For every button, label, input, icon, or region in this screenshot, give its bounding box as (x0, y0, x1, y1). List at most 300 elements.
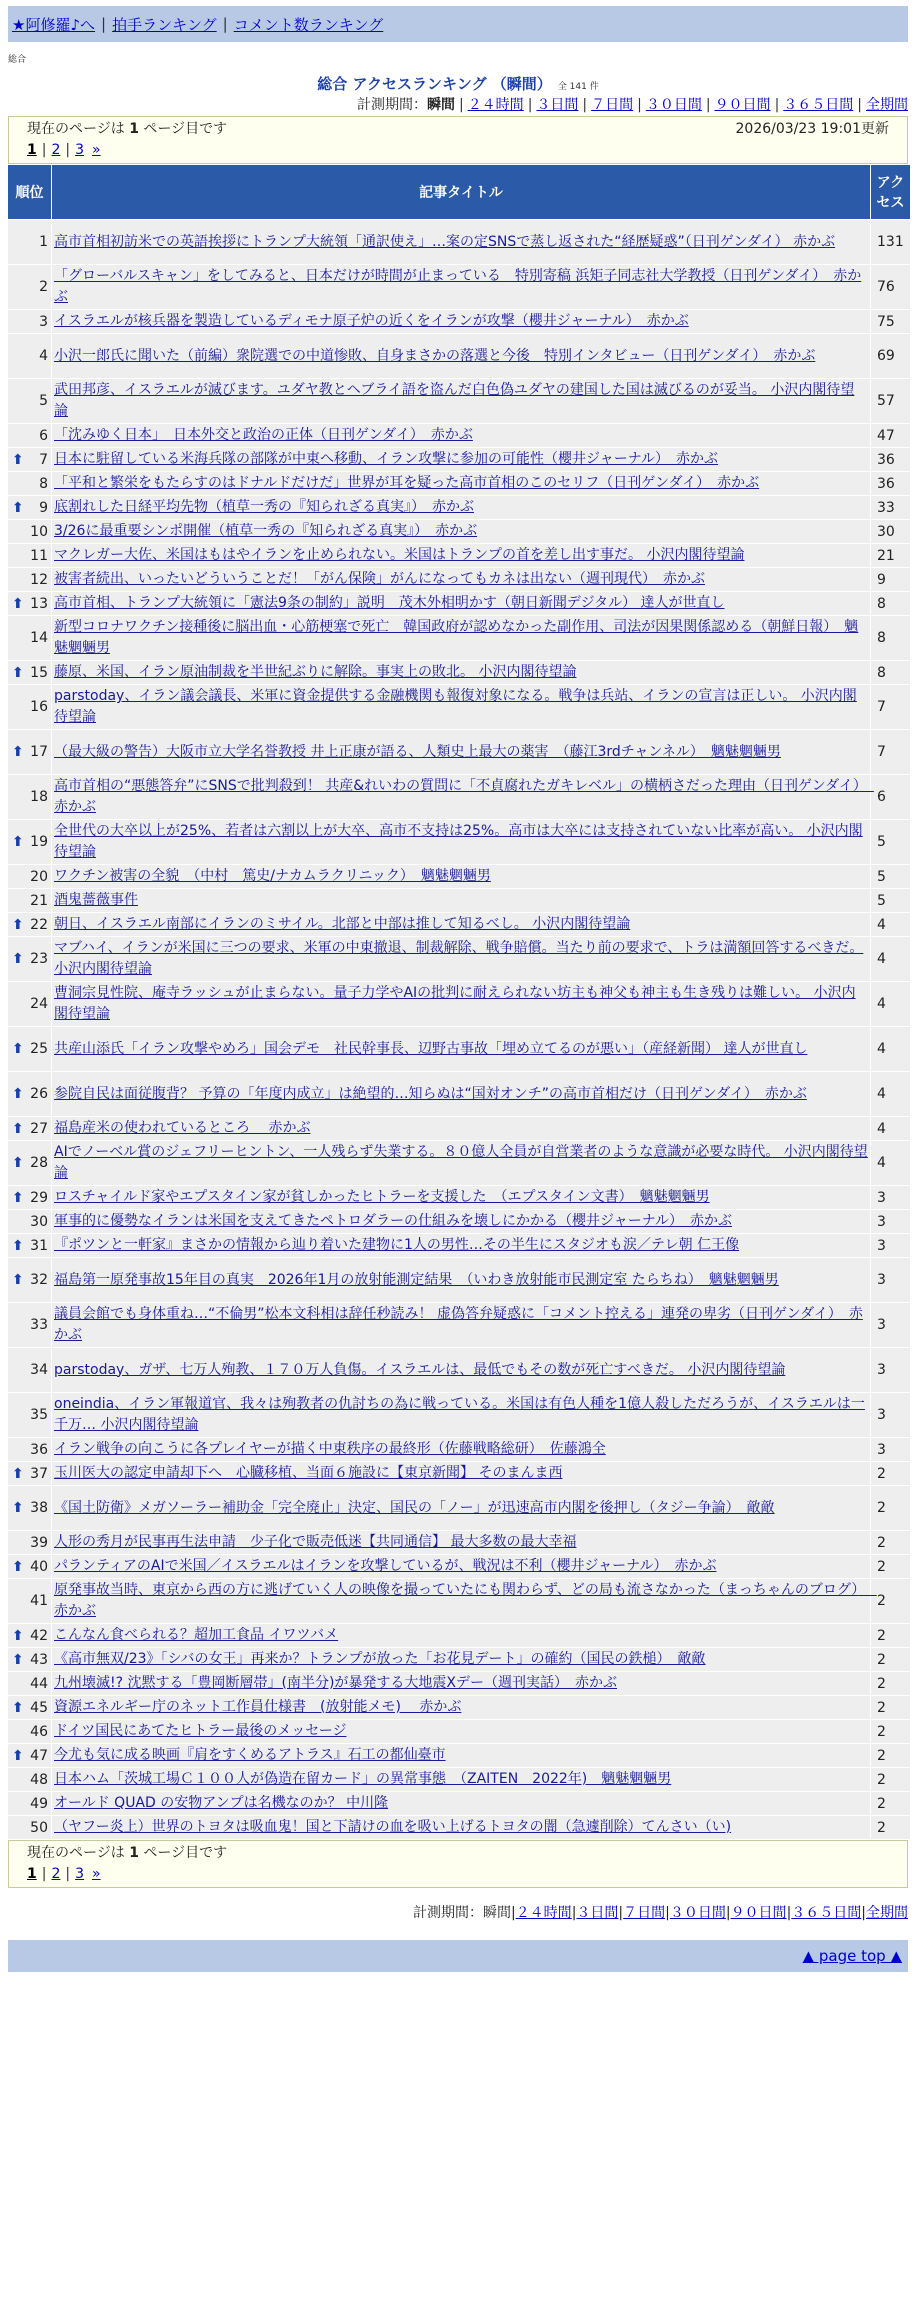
article-link[interactable]: 新型コロナワクチン接種後に脳出血・心筋梗塞で死亡 韓国政府が認めなかった副作用、司法が因果関係認める（朝鮮日報） 魑魅魍魎男 (54, 619, 859, 656)
rank-cell (8, 775, 51, 819)
access-count: 8 (871, 661, 910, 684)
rank-cell (8, 820, 51, 864)
title-cell (52, 1348, 870, 1392)
rank-number: 16 (30, 699, 48, 715)
title-cell (52, 265, 870, 309)
rank-cell (8, 889, 51, 912)
rank-cell (8, 1744, 51, 1767)
access-count: 3 (871, 1438, 910, 1461)
table-row (8, 265, 910, 309)
table-row (8, 1792, 910, 1815)
rank-cell (8, 334, 51, 378)
rank-number: 31 (30, 1237, 48, 1254)
rank-cell (8, 1234, 51, 1257)
title-cell (52, 1210, 870, 1233)
article-link[interactable]: 3/26に最重要シンポ開催（植草一秀の『知られざる真実』） 赤かぶ (54, 523, 478, 539)
access-count: 2 (871, 1768, 910, 1791)
article-link[interactable]: 藤原、米国、イラン原油制裁を半世紀ぶりに解除。事実上の敗北。 小沢内閣待望論 (54, 664, 577, 680)
access-count: 36 (871, 448, 910, 471)
period-link[interactable]: ３日間 (536, 97, 579, 113)
up-arrow-icon: ⬆ (12, 1465, 24, 1482)
access-count: 75 (871, 310, 910, 333)
rank-number: 40 (30, 1558, 48, 1575)
rank-cell (8, 1792, 51, 1815)
rank-number: 27 (30, 1120, 48, 1137)
category-label: 総合 (8, 55, 27, 65)
table-row (8, 1027, 910, 1071)
period-link[interactable]: ９０日間 (730, 1905, 787, 1921)
article-link[interactable]: ロスチャイルド家やエプスタイン家が貧しかったヒトラーを支援した （エプスタイン文書） 魑魅魍魎男 (54, 1189, 710, 1205)
up-arrow-icon: ⬆ (12, 1500, 24, 1516)
access-count: 5 (871, 820, 910, 864)
article-link[interactable]: oneindia、イラン軍報道官、我々は殉教者の仇討ちの為に戦っている。米国は有色人種を1億人殺しただろうが、イスラエルは一千万… 小沢内閣待望論 (54, 1396, 865, 1433)
period-separator: | (786, 1905, 792, 1921)
access-count: 47 (871, 424, 910, 447)
rank-cell (8, 685, 51, 729)
rank-number: 26 (30, 1086, 48, 1102)
rank-cell (8, 1672, 51, 1695)
rank-number: 20 (30, 868, 48, 885)
title-cell (52, 220, 870, 264)
access-count: 36 (871, 472, 910, 495)
rank-number: 45 (30, 1699, 48, 1716)
rank-number: 8 (39, 475, 48, 492)
article-link[interactable]: 高市首相、トランプ大統領に「憲法9条の制約」説明 茂木外相明かす（朝日新聞デジタル） 達人が世直し (54, 595, 725, 611)
period-separator: | (527, 97, 533, 113)
article-link[interactable]: 資源エネルギー庁のネット工作員仕様書 (放射能メモ) 赤かぶ (54, 1699, 462, 1715)
period-link[interactable]: ２４時間 (515, 1905, 572, 1921)
page-title-row (0, 74, 916, 94)
article-link[interactable]: 被害者続出、いったいどういうことだ！「がん保険」がんになってもカネは出ない（週刊現代） 赤かぶ (54, 571, 705, 587)
table-row (8, 1141, 910, 1185)
table-row (8, 220, 910, 264)
table-row (8, 1531, 910, 1554)
period-separator: | (582, 97, 588, 113)
rank-number: 49 (30, 1795, 48, 1812)
article-link[interactable]: 武田邦彦、イスラエルが滅びます。ユダヤ教とヘブライ語を盗んだ白色偽ユダヤの建国した国は滅びるのが妥当。 小沢内閣待望論 (54, 382, 855, 419)
article-link[interactable]: 《高市無双/23》「シバの女王」再来か？トランプが放った「お花見デート」の確約（国民の鉄槌） 敵敵 (54, 1651, 706, 1667)
access-count: 2 (871, 1696, 910, 1719)
access-count: 2 (871, 1720, 910, 1743)
clap-ranking-link[interactable]: 拍手ランキング (112, 15, 217, 34)
table-row (8, 937, 910, 981)
article-link[interactable]: 福島第一原発事故15年目の真実 2026年1月の放射能測定結果 （いわき放射能市民測定室 たらちね） 魑魅魍魎男 (54, 1271, 779, 1288)
article-link[interactable]: 全世代の大卒以上が25%、若者は六割以上が大卒、高市不支持は25%。高市は大卒には支持されていない比率が高い。 小沢内閣待望論 (54, 823, 863, 860)
article-link[interactable]: マブハイ、イランが米国に三つの要求、米軍の中東撤退、制裁解除、戦争賠償。当たり前の要求で、トラは満額回答するべきだ。 小沢内閣待望論 (54, 940, 864, 977)
title-cell (52, 685, 870, 729)
table-row (8, 1696, 910, 1719)
title-cell (52, 568, 870, 591)
article-link[interactable]: 日本ハム「茨城工場Ｃ１００人が偽造在留カード」の異常事態 （ZAITEN 2022年) 魑魅魍魎男 (54, 1771, 672, 1787)
article-link[interactable]: ワクチン被害の全貌 （中村 篤史/ナカムラクリニック） 魑魅魍魎男 (54, 868, 491, 884)
period-link[interactable]: ３６５日間 (791, 1905, 862, 1921)
pager-next-link[interactable]: » (92, 142, 101, 158)
table-row (8, 1186, 910, 1209)
up-arrow-icon: ⬆ (12, 916, 24, 933)
up-arrow-icon: ⬆ (12, 1155, 24, 1171)
article-link[interactable]: 朝日、イスラエル南部にイランのミサイル。北部と中部は推して知るべし。 小沢内閣待望論 (54, 916, 631, 932)
period-link[interactable]: 全期間 (866, 97, 908, 113)
table-row (8, 496, 910, 519)
rank-cell (8, 496, 51, 519)
period-separator: | (618, 1905, 624, 1921)
article-link[interactable]: （ヤフー炎上）世界のトヨタは吸血鬼！国と下請けの血を吸い上げるトヨタの闇（急遽削除）てんさい（い) (54, 1819, 732, 1835)
access-count: 3 (871, 1186, 910, 1209)
rank-number: 17 (30, 744, 48, 760)
pager-separator: | (65, 1866, 71, 1882)
period-link[interactable]: ３日間 (576, 1905, 619, 1921)
updated-timestamp: 2026/03/23 19:01更新 (735, 121, 889, 137)
up-arrow-icon: ⬆ (12, 1041, 24, 1057)
period-link[interactable]: ２４時間 (467, 97, 524, 113)
rank-cell (8, 220, 51, 264)
article-link[interactable]: 日本に駐留している米海兵隊の部隊が中東へ移動、イラン攻撃に参加の可能性（櫻井ジャーナル） 赤かぶ (54, 451, 719, 467)
pager-next-link[interactable]: » (92, 1866, 101, 1882)
article-link[interactable]: 議員会館でも身体重ね…“不倫男”松本文科相は辞任秒読み！ 虚偽答弁疑惑に「コメント控える」連発の卑劣（日刊ゲンダイ） 赤かぶ (54, 1306, 863, 1343)
title-cell (52, 1531, 870, 1554)
article-link[interactable]: 「平和と繁栄をもたらすのはドナルドだけだ」世界が耳を疑った高市首相のこのセリフ（日刊ゲンダイ） 赤かぶ (54, 475, 760, 491)
title-cell (52, 820, 870, 864)
up-arrow-icon: ⬆ (12, 1272, 24, 1288)
article-link[interactable]: 今尤も気に成る映画『肩をすくめるアトラス』石工の都仙臺市 (54, 1747, 446, 1763)
rank-cell (8, 661, 51, 684)
period-link[interactable]: ３０日間 (669, 1905, 726, 1921)
period-separator: | (571, 1905, 577, 1921)
page-info-box-top (8, 116, 908, 164)
access-count: 2 (871, 1555, 910, 1578)
rank-number: 44 (30, 1675, 48, 1692)
table-row (8, 889, 910, 912)
rank-number: 10 (30, 523, 48, 540)
rank-cell (8, 1816, 51, 1839)
rank-cell (8, 379, 51, 423)
rank-cell (8, 1462, 51, 1485)
title-cell (52, 1768, 870, 1791)
period-current: 瞬間 (426, 97, 455, 113)
title-cell (52, 661, 870, 684)
access-count: 2 (871, 1744, 910, 1767)
table-row (8, 1648, 910, 1671)
table-row (8, 1462, 910, 1485)
period-link[interactable]: ３０日間 (645, 97, 702, 113)
title-cell (52, 1072, 870, 1116)
rank-cell (8, 1579, 51, 1623)
rank-number: 37 (30, 1465, 48, 1482)
title-cell (52, 592, 870, 615)
comment-ranking-link[interactable]: コメント数ランキング (233, 15, 384, 34)
title-cell (52, 334, 870, 378)
rank-cell (8, 1258, 51, 1302)
access-count: 2 (871, 1648, 910, 1671)
rank-number: 2 (39, 279, 48, 295)
rank-number: 25 (30, 1041, 48, 1057)
title-cell (52, 1234, 870, 1257)
access-count: 8 (871, 592, 910, 615)
article-link[interactable]: 小沢一郎氏に聞いた（前編）衆院選での中道惨敗、自身まさかの落選と今後 特別インタビュー（日刊ゲンダイ） 赤かぶ (54, 347, 816, 364)
access-count: 8 (871, 616, 910, 660)
article-link[interactable]: イラン戦争の向こうに各プレイヤーが描く中東秩序の最終形（佐藤戦略総研） 佐藤鴻全 (54, 1441, 606, 1457)
page-top-link[interactable]: ▲ page top ▲ (802, 1947, 902, 1965)
rank-cell (8, 982, 51, 1026)
article-link[interactable]: 軍事的に優勢なイランは米国を支えてきたペトロダラーの仕組みを壊しにかかる（櫻井ジャーナル） 赤かぶ (54, 1213, 733, 1229)
title-cell (52, 448, 870, 471)
pager-page-link[interactable]: 3 (75, 142, 85, 158)
article-link[interactable]: 九州壊滅!? 沈黙する「豊岡断層帯」(南半分)が暴発する大地震Xデー（週刊実話） 赤かぶ (54, 1675, 618, 1691)
rank-cell (8, 1141, 51, 1185)
article-link[interactable]: こんなん食べられる？超加工食品 イワツバメ (54, 1627, 339, 1643)
access-count: 2 (871, 1579, 910, 1623)
title-cell (52, 1303, 870, 1347)
access-count: 21 (871, 544, 910, 567)
period-link[interactable]: ３６５日間 (783, 97, 854, 113)
rank-cell (8, 265, 51, 309)
rank-cell (8, 592, 51, 615)
title-cell (52, 1486, 870, 1530)
up-arrow-icon: ⬆ (12, 1558, 24, 1575)
title-cell (52, 1672, 870, 1695)
access-count: 3 (871, 1393, 910, 1437)
page-info-box-bottom (8, 1840, 908, 1888)
up-arrow-icon: ⬆ (12, 664, 24, 681)
rank-cell (8, 730, 51, 774)
period-separator: | (458, 97, 464, 113)
pager-separator: | (65, 142, 71, 158)
table-row (8, 568, 910, 591)
rank-number: 41 (30, 1593, 48, 1609)
table-row (8, 1393, 910, 1437)
up-arrow-icon: ⬆ (12, 1237, 24, 1254)
article-link[interactable]: 共産山添氏「イラン攻撃やめろ」国会デモ 社民幹事長、辺野古事故「埋め立てるのが悪い」（産経新聞） 達人が世直し (54, 1040, 808, 1057)
ranking-table (7, 164, 911, 1840)
period-link[interactable]: ７日間 (623, 1905, 666, 1921)
title-cell (52, 520, 870, 543)
title-cell (52, 1186, 870, 1209)
rank-cell (8, 472, 51, 495)
access-count: 5 (871, 889, 910, 912)
title-cell (52, 982, 870, 1026)
page-title: 総合 アクセスランキング （瞬間） (317, 75, 552, 93)
up-arrow-icon: ⬆ (12, 499, 24, 516)
rank-number: 7 (39, 451, 48, 468)
up-arrow-icon: ⬆ (12, 1120, 24, 1137)
rank-number: 18 (30, 789, 48, 805)
rank-cell (8, 1624, 51, 1647)
nav-separator: | (101, 15, 107, 33)
access-count: 6 (871, 775, 910, 819)
access-count: 3 (871, 1234, 910, 1257)
rank-cell (8, 1438, 51, 1461)
table-row (8, 448, 910, 471)
title-cell (52, 1624, 870, 1647)
pager-separator: | (41, 1866, 47, 1882)
access-count: 2 (871, 1816, 910, 1839)
table-row (8, 1744, 910, 1767)
period-link[interactable]: ７日間 (591, 97, 634, 113)
article-link[interactable]: パランティアのAIで米国／イスラエルはイランを攻撃しているが、戦況は不利（櫻井ジャーナル） 赤かぶ (54, 1558, 717, 1574)
article-link[interactable]: parstoday、イラン議会議長、米軍に資金提供する金融機関も報復対象になる。戦争は兵站、イランの宣言は正しい。 小沢内閣待望論 (54, 688, 857, 725)
access-count: 2 (871, 1531, 910, 1554)
article-link[interactable]: 福島産米の使われているところ 赤かぶ (54, 1120, 311, 1136)
rank-number: 47 (30, 1747, 48, 1764)
rank-number: 4 (39, 348, 48, 364)
access-count: 4 (871, 1027, 910, 1071)
period-selector (0, 94, 908, 116)
pager-page-link[interactable]: 2 (51, 1866, 61, 1882)
access-count: 2 (871, 1624, 910, 1647)
pager-page-link[interactable]: 3 (75, 1866, 85, 1882)
article-link[interactable]: 曹洞宗見性院、庵寺ラッシュが止まらない。量子力学やAIの批判に耐えられない坊主も神父も神主も生き残りは難しい。 小沢内閣待望論 (54, 985, 856, 1022)
title-cell (52, 1117, 870, 1140)
rank-number: 6 (39, 427, 48, 444)
table-row (8, 775, 910, 819)
article-link[interactable]: 『ポツンと一軒家』まさかの情報から辿り着いた建物に1人の男性…その半生にスタジオも涙／テレ朝 仁王像 (54, 1237, 740, 1253)
article-link[interactable]: （最大級の警告）大阪市立大学名誉教授 井上正康が語る、人類史上最大の薬害 （藤江3rdチャンネル） 魑魅魍魎男 (54, 743, 781, 760)
pager-current-page: 1 (27, 142, 37, 158)
home-link[interactable]: ★阿修羅♪へ (12, 15, 96, 34)
rank-number: 50 (30, 1819, 48, 1836)
rank-number: 33 (30, 1317, 48, 1333)
article-link[interactable]: 玉川医大の認定申請却下へ 心臓移植、当面６施設に【東京新聞】 そのまんま西 (54, 1465, 563, 1481)
rank-cell (8, 568, 51, 591)
article-link[interactable]: 底割れした日経平均先物（植草一秀の『知られざる真実』） 赤かぶ (54, 499, 474, 515)
rank-number: 35 (30, 1407, 48, 1423)
table-row (8, 1555, 910, 1578)
article-link[interactable]: 《国土防衛》メガソーラー補助金「完全廃止」決定、国民の「ノー」が迅速高市内閣を後押し（タジー争論） 敵敵 (54, 1499, 775, 1516)
title-cell (52, 1258, 870, 1302)
rank-number: 48 (30, 1771, 48, 1788)
rank-cell (8, 1648, 51, 1671)
title-cell (52, 1462, 870, 1485)
rank-cell (8, 1303, 51, 1347)
access-count: 4 (871, 913, 910, 936)
rank-number: 32 (30, 1272, 48, 1288)
pager-page-link[interactable]: 2 (51, 142, 61, 158)
rank-cell (8, 520, 51, 543)
rank-number: 3 (39, 313, 48, 330)
title-cell (52, 865, 870, 888)
table-row (8, 310, 910, 333)
rank-cell (8, 1486, 51, 1530)
access-count: 33 (871, 496, 910, 519)
access-count: 7 (871, 730, 910, 774)
rank-cell (8, 1348, 51, 1392)
article-link[interactable]: 酒鬼薔薇事件 (54, 892, 138, 908)
title-cell (52, 1696, 870, 1719)
period-link[interactable]: 全期間 (866, 1905, 908, 1921)
article-link[interactable]: 高市首相の“悪態答弁”にSNSで批判殺到！ 共産&れいわの質問に「不貞腐れたガキレベル」の横柄さだった理由（日刊ゲンダイ） 赤かぶ (54, 778, 874, 815)
period-current: 瞬間 (482, 1905, 511, 1921)
table-row (8, 1768, 910, 1791)
rank-number: 1 (39, 234, 48, 250)
table-row (8, 424, 910, 447)
title-cell (52, 1555, 870, 1578)
total-count: 全 141 件 (557, 82, 599, 92)
table-row (8, 1117, 910, 1140)
up-arrow-icon: ⬆ (12, 951, 24, 967)
rank-number: 30 (30, 1213, 48, 1230)
access-count: 2 (871, 1672, 910, 1695)
period-separator: | (705, 97, 711, 113)
article-link[interactable]: 原発事故当時、東京から西の方に逃げていく人の映像を撮っていたにも関わらず、どの局も流さなかった（まっちゃんのブログ） 赤かぶ (54, 1582, 877, 1619)
rank-number: 21 (30, 892, 48, 909)
table-row (8, 1258, 910, 1302)
period-separator: | (725, 1905, 731, 1921)
table-row (8, 616, 910, 660)
title-cell (52, 544, 870, 567)
article-link[interactable]: 人形の秀月が民事再生法申請 少子化で販売低迷【共同通信】 最大多数の最大幸福 (54, 1534, 577, 1550)
table-row (8, 520, 910, 543)
period-separator: | (637, 97, 642, 113)
article-link[interactable]: オールド QUAD の安物アンプは名機なのか？ 中川隆 (54, 1795, 389, 1811)
rank-number: 43 (30, 1651, 48, 1668)
access-count: 4 (871, 982, 910, 1026)
top-nav-bar (8, 6, 908, 42)
current-page-text: 現在のページは 1 ページ目です (27, 121, 228, 137)
period-label: 計測期間： (412, 1905, 483, 1921)
table-row (8, 379, 910, 423)
rank-number: 34 (30, 1362, 48, 1378)
rank-cell (8, 1531, 51, 1554)
title-cell (52, 913, 870, 936)
title-cell (52, 889, 870, 912)
article-link[interactable]: 参院自民は面従腹背？ 予算の「年度内成立」は絶望的…知らぬは“国対オンチ”の高市首相だけ（日刊ゲンダイ） 赤かぶ (54, 1085, 807, 1102)
rank-cell (8, 913, 51, 936)
article-link[interactable]: マクレガー大佐、米国はもはやイランを止められない。米国はトランプの首を差し出す事だ。 小沢内閣待望論 (54, 547, 745, 563)
period-selector (0, 1902, 908, 1924)
access-count: 69 (871, 334, 910, 378)
rank-number: 36 (30, 1441, 48, 1458)
access-count: 4 (871, 1141, 910, 1185)
title-cell (52, 1579, 877, 1623)
up-arrow-icon: ⬆ (12, 1699, 24, 1716)
rank-number: 42 (30, 1627, 48, 1644)
table-row (8, 913, 910, 936)
rank-number: 46 (30, 1723, 48, 1740)
article-link[interactable]: 高市首相初訪米での英語挨拶にトランプ大統領「通訳使え」…案の定SNSで蒸し返された“経歴疑惑”（日刊ゲンダイ） 赤かぶ (54, 233, 836, 250)
rank-number: 11 (30, 547, 48, 564)
rank-cell (8, 1117, 51, 1140)
article-link[interactable]: 「グローバルスキャン」をしてみると、日本だけが時間が止まっている 特別寄稿 浜矩子同志社大学教授（日刊ゲンダイ） 赤かぶ (54, 268, 862, 305)
rank-cell (8, 865, 51, 888)
period-separator: | (857, 97, 862, 113)
article-link[interactable]: parstoday、ガザ、七万人殉教、１７０万人負傷。イスラエルは、最低でもその数が死亡すべきだ。 小沢内閣待望論 (54, 1361, 786, 1378)
article-link[interactable]: ドイツ国民にあてたヒトラー最後のメッセージ (54, 1723, 347, 1739)
article-link[interactable]: イスラエルが核兵器を製造しているディモナ原子炉の近くをイランが攻撃（櫻井ジャーナル） 赤かぶ (54, 313, 689, 329)
title-cell (52, 1027, 870, 1071)
up-arrow-icon: ⬆ (12, 834, 24, 850)
rank-number: 39 (30, 1534, 48, 1551)
title-cell (52, 424, 870, 447)
title-cell (52, 496, 870, 519)
rank-cell (8, 1072, 51, 1116)
article-link[interactable]: AIでノーベル賞のジェフリーヒントン、一人残らず失業する。８０億人全員が自営業者のような意識が必要な時代。 小沢内閣待望論 (54, 1144, 868, 1181)
rank-number: 22 (30, 916, 48, 933)
access-count: 3 (871, 1303, 910, 1347)
up-arrow-icon: ⬆ (12, 1189, 24, 1206)
table-row (8, 1438, 910, 1461)
access-count: 3 (871, 1210, 910, 1233)
access-header: アクセス (871, 165, 910, 219)
article-link[interactable]: 「沈みゆく日本」 日本外交と政治の正体（日刊ゲンダイ） 赤かぶ (54, 427, 473, 443)
period-link[interactable]: ９０日間 (714, 97, 771, 113)
up-arrow-icon: ⬆ (12, 1086, 24, 1102)
rank-number: 24 (30, 996, 48, 1012)
title-cell (52, 310, 870, 333)
access-count: 2 (871, 1486, 910, 1530)
rank-cell (8, 1555, 51, 1578)
rank-number: 14 (30, 630, 48, 646)
title-cell (52, 1141, 870, 1185)
